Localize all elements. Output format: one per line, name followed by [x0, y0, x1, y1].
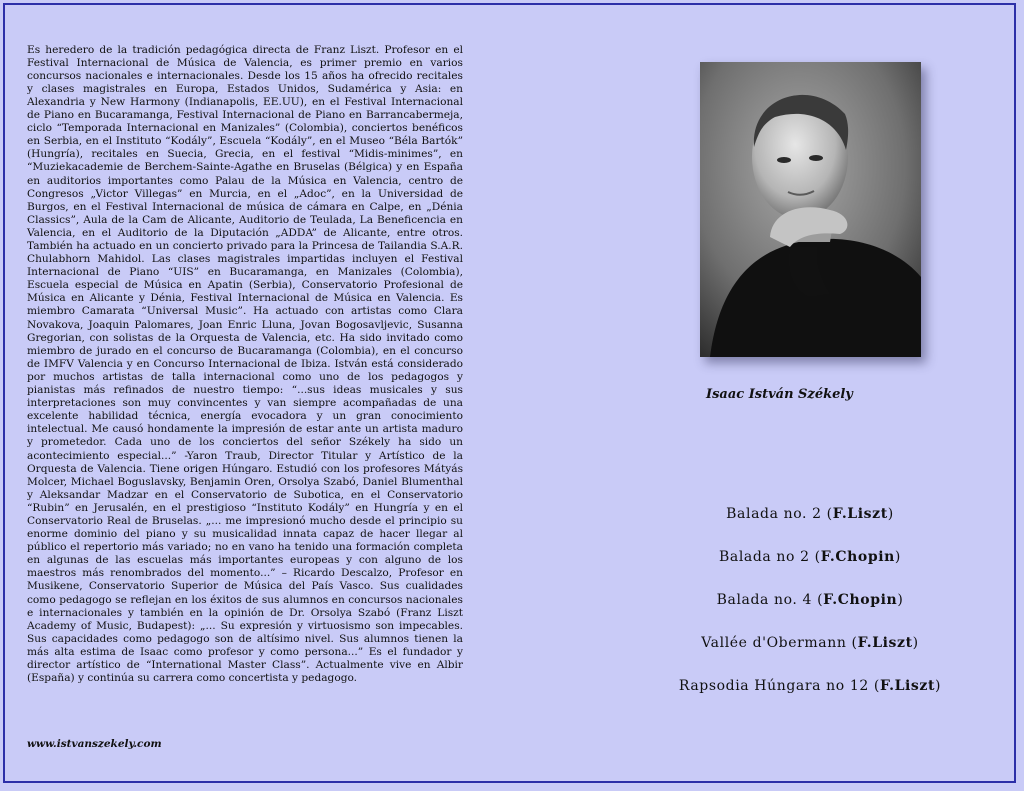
program-list	[640, 505, 980, 720]
piece-title: Balada no. 2 (	[726, 506, 833, 522]
biography-text: Es heredero de la tradición pedagógica directa de Franz Liszt. Profesor en el Festival Internacional de Música de Valencia, es primer premio en varios concursos nacionales e internacionales. Desde los 15 años ha ofrecido recitales y clases magistrales en Europa, Estados Unidos, Sudamérica y Asia: en Alexandria y New Harmony (Indianapolis, EE.UU), en el Festival Internacional de Piano en Bucaramanga, Festival Internacional de Piano en Barrancabermeja, ciclo “Temporada Internacional en Manizales” (Colombia), conciertos benéficos en Serbia, en el Instituto “Kodály”, Escuela “Kodály”, en el Museo “Béla Bartók” (Hungría), recitales en Suecia, Grecia, en el festival “Midis-minimes”, en “Muziekacademie de Berchem-Sainte-Agathe en Bruselas (Bélgica) y en España en auditorios importantes como Palau de la Música en Valencia, centro de Congresos „Victor Villegas” en Murcia, en el „Adoc”, en la Universidad de Burgos, en el Festival Internacional de música de cámara en Calpe, en „Dénia Classics”, Aula de la Cam de Alicante, Auditorio de Teulada, La Beneficencia en Valencia, en el Auditorio de la Diputación „ADDA” de Alicante, entre otros. También ha actuado en un concierto privado para la Princesa de Tailandia S.A.R. Chulabhorn Mahidol. Las clases magistrales impartidas incluyen el Festival Internacional de Piano “UIS” en Bucaramanga, en Manizales (Colombia), Escuela especial de Música en Apatin (Serbia), Conservatorio Profesional de Música en Alicante y Dénia, Festival Internacional de Música en Valencia. Es miembro Camarata “Universal Music”. Ha actuado con artistas como Clara Novakova, Joaquin Palomares, Joan Enric Lluna, Jovan Bogosavljevic, Susanna Gregorian, con solistas de la Orquesta de Valencia, etc. Ha sido invitado como miembro de jurado en el concurso de Bucaramanga (Colombia), en el concurso de IMFV Valencia y en Concurso Internacional de Ibiza. István está considerado por muchos artistas de talla internacional como uno de los pedagogos y pianistas más refinados de nuestro tiempo: “...sus ideas musicales y sus interpretaciones son muy convincentes y van siempre acompañadas de una excelente habilidad técnica, energía evocadora y un gran conocimiento intelectual. Me causó hondamente la impresión de estar ante un artista maduro y prometedor. Cada uno de los conciertos del señor Székely ha sido un acontecimiento especial...” -Yaron Traub, Director Titular y Artístico de la Orquesta de Valencia. Tiene origen Húngaro. Estudió con los profesores Mátyás Molcer, Michael Boguslavsky, Benjamin Oren, Orsolya Szabó, Daniel Blumenthal y Aleksandar Madzar en el Conservatorio de Subotica, en el Conservatorio “Rubin” en Jerusalén, en el prestigioso “Instituto Kodály” en Hungría y en el Conservatorio Real de Bruselas. „... me impresionó mucho desde el principio su enorme dominio del piano y su musicalidad innata capaz de hacer llegar al público el repertorio más variado; no en vano ha tenido una formación completa en algunas de las escuelas más importantes europeas y con alguno de los maestros más renombrados del momento...” – Ricardo Descalzo, Profesor en Musikene, Conservatorio Superior de Música del País Vasco. Sus cualidades como pedagogo se reflejan en los éxitos de sus alumnos en concursos nacionales e internacionales y también en la opinión de Dr. Orsolya Szabó (Franz Liszt Academy of Music, Budapest): „... Su expresión y virtuosismo son impecables. Sus capacidades como pedagogo son de altísimo nivel. Sus alumnos tienen la más alta estima de Isaac como profesor y como persona...” Es el fundador y director artístico de “International Master Class”. Actualmente vive en Albir (España) y continúa su carrera como concertista y pedagogo.	[27, 43, 463, 685]
piece-close: )	[897, 592, 904, 608]
piece-title: Vallée d'Obermann (	[701, 635, 858, 651]
website-link[interactable]: www.istvanszekely.com	[27, 738, 162, 750]
program-item	[640, 505, 980, 548]
program-item	[640, 677, 980, 720]
program-item	[640, 548, 980, 591]
piece-close: )	[912, 635, 919, 651]
piece-title: Balada no. 4 (	[716, 592, 824, 608]
piece-composer: F.Chopin	[820, 549, 895, 565]
piece-title: Balada no 2 (	[719, 549, 821, 565]
piece-title: Rapsodia Húngara no 12 (	[678, 678, 880, 694]
program-item	[640, 634, 980, 677]
portrait-photo	[700, 62, 921, 357]
program-item	[640, 591, 980, 634]
piece-close: )	[887, 506, 894, 522]
piece-composer: F.Liszt	[857, 635, 913, 651]
piece-composer: F.Liszt	[832, 506, 888, 522]
piece-close: )	[894, 549, 901, 565]
piece-composer: F.Liszt	[879, 678, 936, 694]
piece-close: )	[935, 678, 942, 694]
piece-composer: F.Chopin	[823, 592, 898, 608]
portrait-image	[700, 62, 921, 357]
portrait-caption: Isaac István Székely	[706, 387, 853, 402]
